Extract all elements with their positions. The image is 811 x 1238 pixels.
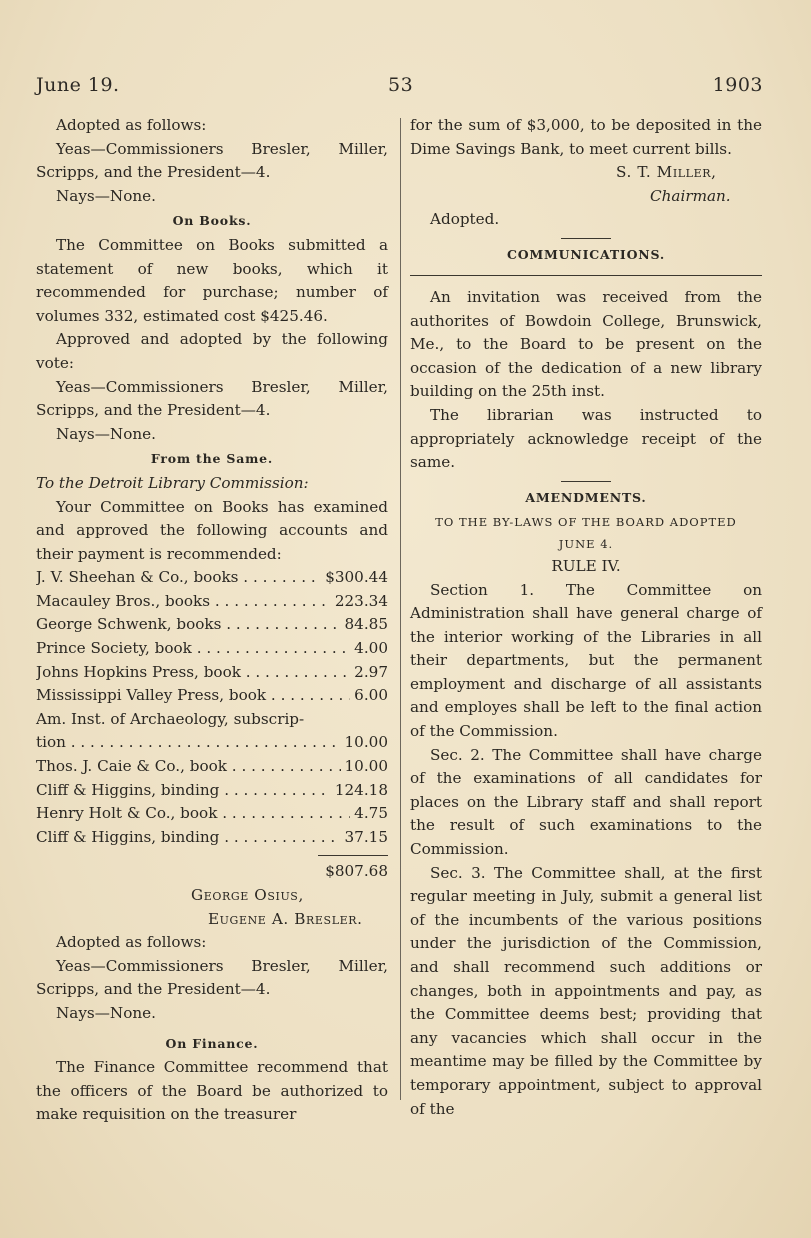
subheading: TO THE BY-LAWS OF THE BOARD ADOPTED: [435, 514, 737, 529]
account-amount: $300.44: [325, 568, 388, 587]
header-date: June 19.: [36, 74, 120, 96]
account-name: Thos. J. Caie & Co., book . . .: [36, 755, 341, 779]
account-row: [36, 731, 388, 755]
divider: [561, 238, 611, 240]
account-name: tion . . .: [36, 731, 341, 755]
account-name: Macauley Bros., books . . .: [36, 590, 331, 614]
header-year: 1903: [712, 74, 763, 96]
section-heading: From the Same.: [150, 451, 274, 467]
paragraph: The Committee on Books submitted a statement of new books, which it recommended for purchase; number of volumes 332, estimated cost $425.46.: [36, 235, 388, 325]
paragraph: The librarian was instructed to appropriately acknowledge receipt of the same.: [410, 406, 762, 472]
account-row: [36, 637, 388, 661]
account-row: [36, 613, 388, 637]
paragraph: Approved and adopted by the following vote:: [36, 330, 388, 372]
account-name: Henry Holt & Co., book . . .: [36, 802, 350, 826]
section-heading: On Books.: [172, 213, 252, 229]
accounts-list: [36, 566, 388, 849]
account-name: J. V. Sheehan & Co., books . . .: [36, 566, 321, 590]
text-line: Nays—None.: [56, 1003, 156, 1022]
page-number: 53: [388, 74, 414, 96]
address-line: To the Detroit Library Commission:: [36, 473, 309, 492]
section-heading: AMENDMENTS.: [525, 490, 647, 506]
signatory-title: Chairman.: [650, 186, 731, 205]
divider: [410, 275, 762, 276]
accounts-total: $807.68: [325, 862, 388, 881]
text-line: Adopted as follows:: [56, 116, 207, 134]
subheading: JUNE 4.: [558, 536, 614, 551]
paragraph: The Finance Committee recommend that the officers of the Board be authorized to make requisition on the treasurer: [36, 1058, 388, 1124]
signatory: Eugene A. Bresler.: [208, 909, 363, 928]
text-line: Adopted as follows:: [56, 933, 207, 952]
text-line: Nays—None.: [56, 186, 156, 205]
signatory: S. T. Miller,: [616, 163, 717, 182]
rule-heading: RULE IV.: [551, 556, 621, 575]
signatory: George Osius,: [191, 886, 304, 904]
paragraph: Yeas—Commissioners Bresler, Miller, Scripps, and the President—4.: [36, 377, 388, 420]
account-row: [36, 826, 388, 850]
account-amount: 6.00: [354, 686, 388, 705]
paragraph: Sec. 2. The Committee shall have charge of the examinations of all candidates for places on the Library staff and shall report the result of such examinations to the Commission.: [410, 745, 762, 859]
divider: [561, 481, 611, 483]
text-line: Adopted.: [430, 210, 500, 229]
right-column: [410, 114, 762, 1121]
account-amount: 4.00: [354, 639, 388, 658]
paragraph: for the sum of $3,000, to be deposited in the Dime Savings Bank, to meet current bills.: [410, 116, 762, 158]
account-name: Prince Society, book . . .: [36, 637, 350, 661]
text-line: Nays—None.: [56, 424, 156, 443]
account-amount: 124.18: [334, 780, 388, 799]
account-row: [36, 684, 388, 708]
account-amount: 10.00: [344, 733, 388, 752]
section-heading: COMMUNICATIONS.: [506, 247, 666, 263]
paragraph: Sec. 3. The Committee shall, at the first regular meeting in July, submit a general list of the incumbents of the various positions under the jurisdiction of the Commission, and shall recommend such additions or changes, both in appointments and pay, as the Committee deems best; providing that any vacancies which shall occur in the meantime may be filled by the Committee by temporary appointment, subject to approval of the: [410, 863, 762, 1118]
account-amount: 37.15: [344, 827, 388, 846]
paragraph: Your Committee on Books has examined and approved the following accounts and their payment is recommended:: [36, 497, 388, 563]
account-row: [36, 755, 388, 779]
account-row: [36, 779, 388, 803]
account-name: Cliff & Higgins, binding . . .: [36, 779, 331, 803]
account-row: [36, 661, 388, 685]
account-name: Mississippi Valley Press, book . . .: [36, 684, 350, 708]
section-heading: On Finance.: [165, 1035, 259, 1051]
paragraph: Section 1. The Committee on Administration shall have general charge of the interior working of the Libraries in all their departments, but the permanent employment and discharge of all assistants and employes shall be left to the final action of the Commission.: [410, 580, 762, 741]
account-amount: 223.34: [334, 591, 388, 610]
left-column: [36, 114, 388, 1127]
account-amount: 4.75: [354, 804, 388, 823]
column-divider: [400, 118, 401, 1100]
paragraph: An invitation was received from the authorites of Bowdoin College, Brunswick, Me., to the Board to be present on the occasion of the dedication of a new library building on the 25th inst.: [410, 288, 762, 401]
account-row-label: Am. Inst. of Archaeology, subscrip-: [36, 709, 305, 728]
account-row: [36, 590, 388, 614]
account-name: Cliff & Higgins, binding . . .: [36, 826, 341, 850]
paragraph: Yeas—Commissioners Bresler, Miller, Scripps, and the President—4.: [36, 956, 388, 999]
account-name: Johns Hopkins Press, book . . .: [36, 661, 350, 685]
paragraph: Yeas—Commissioners Bresler, Miller, Scripps, and the President—4.: [36, 139, 388, 182]
account-name: George Schwenk, books . . .: [36, 613, 341, 637]
account-row: [36, 566, 388, 590]
account-row: [36, 802, 388, 826]
account-amount: 10.00: [344, 757, 388, 776]
account-amount: 2.97: [354, 662, 388, 681]
account-amount: 84.85: [344, 615, 388, 634]
